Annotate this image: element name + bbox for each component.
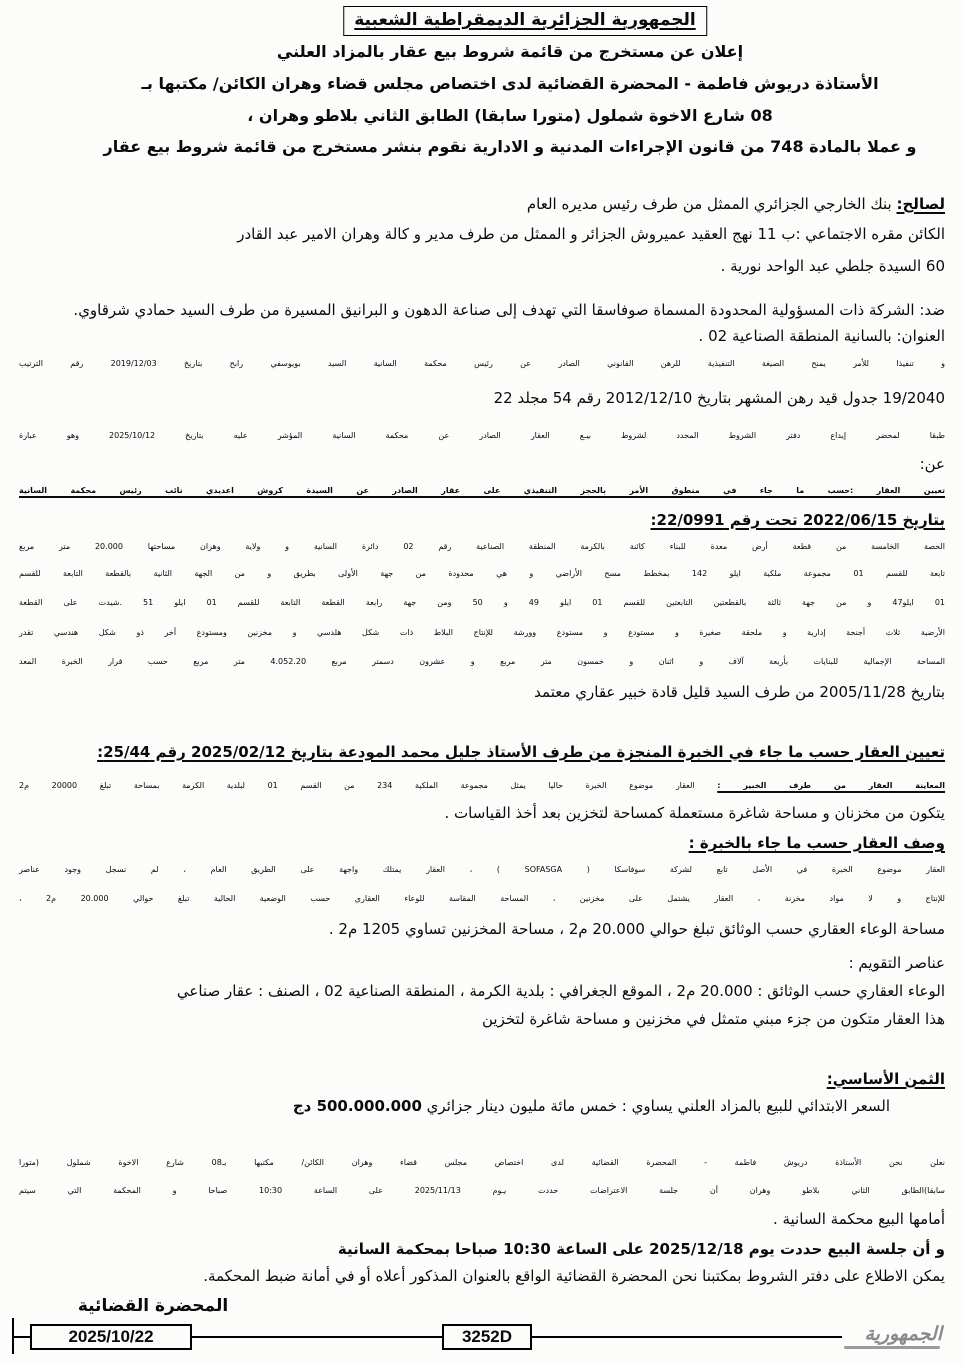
property-order-text-5: المساحة الإجمالية للبنايات بأربعة آلاف و اثنان و خمسون متر مربع و عشرون دسمتر مربع 4.052.20 متر مربع حسب قرار الخبرة المعد <box>19 657 945 666</box>
signature-text: المحضرة القضائية <box>77 1296 229 1316</box>
legal-basis-line <box>60 135 960 159</box>
property-order-date-text: بتاريخ 2022/06/15 تحت رقم 22/0991: <box>650 511 945 529</box>
property-order-heading <box>19 479 945 503</box>
description-line-3 <box>19 917 945 941</box>
price-line <box>19 1094 890 1118</box>
creditor-name: بنك الخارجي الجزائري الممثل من طرف رئيس مديره العام <box>526 195 897 213</box>
valuation-line-1 <box>19 979 945 1003</box>
description-line-1 <box>19 858 945 882</box>
expertise-heading-text: تعيين العقار حسب ما جاء في الخبرة المنجزة من طرف الأستاذ جليل محمد المودعة بتاريخ 2025/02/12 رقم 25/44: <box>97 743 945 761</box>
creditor-label: لصالح: <box>896 195 945 213</box>
description-text-3: مساحة الوعاء العقاري حسب الوثائق تبلغ حوالي 20.000 م2 ، مساحة المخزنين تساوي 1205 م2 . <box>328 920 945 938</box>
debtor-line <box>19 298 945 322</box>
description-line-2 <box>19 887 945 911</box>
inspection-line-2 <box>19 801 945 825</box>
enforcement-line-4 <box>19 452 945 476</box>
creditor-line <box>19 192 945 216</box>
enforcement-line-3 <box>19 424 945 448</box>
newspaper-logo-swoosh <box>844 1346 940 1349</box>
notice-title-text: إعلان عن مستخرج من قائمة شروط بيع عقار بالمزاد العلني <box>276 42 744 61</box>
newspaper-logo <box>864 1321 942 1347</box>
price-label <box>19 1067 945 1091</box>
enforcement-text-4: عن: <box>919 455 945 473</box>
legal-basis-text: و عملا بالمادة 748 من قانون الإجراءات المدنية و الادارية نقوم بنشر مستخرج من قائمة شروط بيع عقار <box>103 137 917 156</box>
property-order-text-3: 01 ايلو47 و من جهة ثالثة بالقطعتين التابعتين للقسم 01 ايلو 49 و 50 ومن جهة رابعة القطعة التابعة للقسم 01 ايلو 51 .شيدت على القطعة <box>19 598 946 607</box>
bailiff-address-line <box>60 104 960 128</box>
enforcement-text-3: طبقا لمحضر إيداع دفتر الشروط المحدد لشروط بيـع العقار الصادر عن محكمة السانية المؤشر عليه بتاريخ 2025/10/12 وهو عبارة <box>19 431 946 440</box>
notice-reference: 3252D <box>461 1327 513 1346</box>
debtor-address <box>19 324 945 348</box>
creditor-address-text: الكائن مقره الاجتماعي :ب 11 نهج العقيد عميروش الجزائر و الممثل من طرف مدير و كالة وهران الامير عبد القادر <box>237 225 945 243</box>
description-text-1: العقار موضوع الخبرة في الأصل تابع لشركة سوفاسكا ( SOFASGA ) ، العقار يمتلك واجهة على الطريق العام ، لم نسجل وجود عناصر <box>19 865 946 874</box>
debtor-address-text: العنوان: بالسانية المنطقة الصناعية 02 . <box>698 327 945 345</box>
creditor-line-inner <box>527 195 945 213</box>
inspection-line-inner <box>19 781 945 790</box>
inspection-text-2: يتكون من مخزنان و مساحة شاغرة مستعملة كمساحة لتخزين بعد أخذ القياسات . <box>444 804 945 822</box>
announcement-line-4 <box>19 1237 945 1261</box>
property-order-line-2 <box>19 562 945 586</box>
creditor-address <box>19 222 945 246</box>
property-order-text-1: الحصة الخامسة من قطعة أرض معدة للبناء كائنة بالكرمة المنطقة الصناعية رقم 02 دائرة السانية و ولاية وهران مساحتها 20.000 متر مربع <box>19 542 946 551</box>
creditor-representative <box>19 254 945 278</box>
property-order-line-1 <box>19 535 945 559</box>
valuation-label-text: عناصر التقويم : <box>848 954 945 972</box>
reference-box <box>442 1324 532 1350</box>
creditor-representative-text: 60 السيدة جلطي عبد الواحد نورية . <box>720 257 945 275</box>
enforcement-line-2 <box>19 386 945 410</box>
inspection-text: العقار موضوع الخبرة حاليا يمثل مجموعة الملكية 234 من القسم 01 لبلدية الكرمة بمساحة تبلغ 20000 م2 <box>19 781 718 790</box>
date-box <box>30 1324 192 1350</box>
signature <box>58 1294 248 1318</box>
republic-title: الجمهورية الجزائرية الديمقراطية الشعبية <box>354 10 696 30</box>
bailiff-address-text: 08 شارع الاخوة شملول (متورا سابقا) الطابق الثاني بلاطو وهران ، <box>247 106 773 125</box>
enforcement-text-2: 19/2040 جدول قيد رهن المشهر بتاريخ 2012/12/10 رقم 54 مجلد 22 <box>493 389 945 407</box>
bailiff-line-text: الأستاذة دريوش فاطمة - المحضرة القضائية لدى اختصاص مجلس قضاء وهران الكائن/ مكتبها بـ <box>141 74 879 93</box>
description-label-text: وصف العقار حسب ما جاء بالخبرة : <box>688 834 945 852</box>
valuation-text-2: هذا العقار متكون من جزء مبني متمثل في مخزنين و مساحة شاغرة لتخزين <box>481 1010 945 1028</box>
price-amount: 500.000.000 دج <box>292 1097 422 1115</box>
announcement-text-5: يمكن الاطلاع على دفتر الشروط بمكتبنا نحن المحضرة القضائية الواقع بالعنوان المذكور أعلاه أو في أمانة ضبط المحكمة. <box>203 1267 945 1285</box>
announcement-line-2 <box>19 1179 945 1203</box>
description-label <box>19 831 945 855</box>
inspection-line <box>19 774 945 798</box>
announcement-text-4: و أن جلسة البيع حددت يوم 2025/12/18 على الساعة 10:30 صباحا بمحكمة السانية <box>337 1240 945 1258</box>
republic-title-box <box>343 6 707 36</box>
property-order-text-6: بتاريخ 2005/11/28 من طرف السيد قليل قادة خبير عقاري معتمد <box>534 683 945 701</box>
expertise-heading <box>19 740 945 764</box>
enforcement-line-1 <box>19 352 945 376</box>
valuation-line-2 <box>19 1007 945 1031</box>
announcement-text-3: أمامها البيع محكمة السانية . <box>772 1210 945 1228</box>
valuation-text-1: الوعاء العقاري حسب الوثائق : 20.000 م2 ، الموقع الجغرافي : بلدية الكرمة ، المنطقة الصناعية 02 ، الصنف : عقار صناعي <box>176 982 945 1000</box>
property-order-text-4: الأرضية ثلاث أجنحة إدارية و ملحقة صغيرة و مستودع و مستودع وورشة للإنتاج البلاط ذات شكل هلدسي و مخزنين ومستودع أخر ذو شكل هندسي تقدر <box>19 628 945 637</box>
announcement-text-2: سابقا)الطابق الثاني بلاطو وهران أن جلسة الاعتراضات حددت يـوم 2025/11/13 على الساعة 10:30 صباحا و المحكمة التي سيتم <box>19 1186 946 1195</box>
property-order-line-5 <box>19 650 945 674</box>
notice-title <box>60 40 960 64</box>
property-order-line-4 <box>19 621 945 645</box>
property-order-line-6 <box>19 680 945 704</box>
price-label-text: الثمن الأساسي: <box>826 1070 945 1088</box>
description-text-2: للإنتاج و لا مواد مخزنة ، العقار يشتمل على مخزنين ، المساحة المقاسة للوعاء العقاري حسب الوضعية الحالية تبلغ حوالي 20.000 م2 ، <box>19 894 945 903</box>
announcement-line-5 <box>19 1264 945 1288</box>
price-text: السعر الابتدائي للبيع بالمزاد العلني يساوي : خمس مائة مليون دينار جزائري <box>421 1097 890 1115</box>
property-order-date <box>19 508 945 532</box>
debtor-text: ضد: الشركة ذات المسؤولية المحدودة المسماة صوفاسقا التي تهدف إلى صناعة الدهون و البرانيق المسيرة من طرف السيد حمادي شرقاوي. <box>73 301 945 319</box>
notice-date: 2025/10/22 <box>68 1327 154 1346</box>
announcement-text-1: نعلن نحن الأستاذة دريوش فاطمة - المحضرة القضائية لدى اختصاص مجلس قضاء وهران الكائن/ مكتبها بـ08 شارع الاخوة شملول (متورا <box>19 1158 945 1167</box>
property-order-line-3 <box>19 591 945 615</box>
newspaper-logo-text: الجمهورية <box>864 1323 942 1345</box>
bailiff-line <box>60 72 960 96</box>
announcement-line-3 <box>19 1207 945 1231</box>
property-order-text-2: تابعة للقسم 01 مجموعة ملكية ايلو 142 بمخطط مسح الأراضي و هي محدودة من جهة الأولى بطريق و من الجهة الثانية بالقطعة التابعة للقسم <box>19 569 945 578</box>
property-order-heading-text: تعيين العقار :حسب ما جاء في منطوق الأمر بالحجز التنفيذي على عقار الصادر عن السيدة كروش اعديدي نائب رئيس محكمة السانية <box>19 486 945 495</box>
price-line-inner <box>293 1097 890 1115</box>
valuation-label <box>19 951 945 975</box>
enforcement-text-1: و تنفيذا للأمر يمنح الصيغة التنفيذية للرهن القانوني الصادر عن رئيس محكمة السانية السيد بويوسفي رابح بتاريخ 2019/12/03 رقم الترتيب <box>19 359 945 368</box>
inspection-label: المعاينة العقار من طرف الخبير : <box>717 781 946 790</box>
announcement-line-1 <box>19 1151 945 1175</box>
